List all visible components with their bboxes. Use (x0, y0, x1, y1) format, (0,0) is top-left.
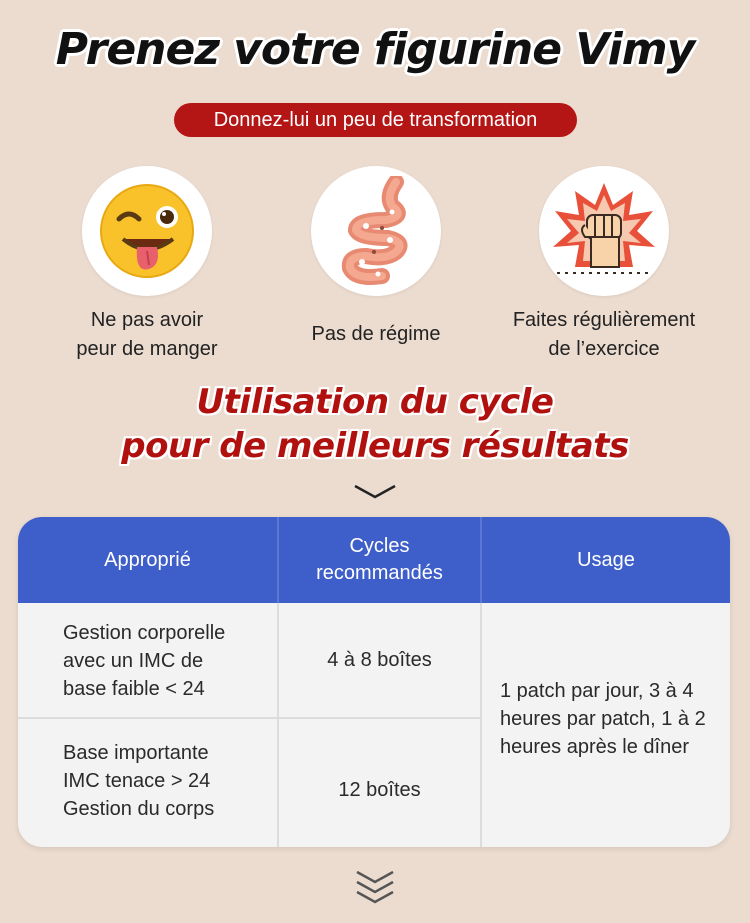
column-divider (480, 603, 482, 847)
feature-label: Pas de régime (311, 323, 441, 345)
feature-icon-circle (311, 166, 441, 296)
table-cell-cycles: 4 à 8 boîtes (327, 649, 432, 671)
raised-fist-icon (549, 181, 659, 281)
chevron-down-icon (353, 484, 397, 500)
intestine-icon (326, 176, 426, 286)
usage-table (18, 517, 730, 847)
table-cell-approprie: Base importante IMC tenace > 24 Gestion du corps (63, 742, 215, 820)
section-title-line1: Utilisation du cycle (196, 382, 554, 422)
feature-icon-circle (539, 166, 669, 296)
feature-label: Ne pas avoir peur de manger (76, 309, 218, 360)
col-header-approprie: Approprié (104, 548, 191, 571)
feature-icon-circle (82, 166, 212, 296)
feature-no-fear-eating (37, 166, 257, 364)
table-cell-usage: 1 patch par jour, 3 à 4 heures par patch, 1 à 2 heures après le dîner (500, 680, 706, 758)
page-title: Prenez votre figurine Vimy (55, 24, 695, 75)
table-cell-cycles: 12 boîtes (338, 779, 421, 801)
col-header-cycles: Cycles recommandés (316, 535, 443, 584)
col-header-usage: Usage (577, 548, 635, 571)
tagline-badge: Donnez-lui un peu de transformation (174, 103, 577, 137)
feature-no-diet (266, 166, 486, 349)
section-title-line2: pour de meilleurs résultats (121, 426, 629, 466)
double-chevron-down-icon (353, 868, 397, 908)
feature-label: Faites régulièrement de l’exercice (512, 309, 696, 360)
table-cell-approprie: Gestion corporelle avec un IMC de base faible < 24 (63, 622, 226, 700)
feature-exercise (494, 166, 714, 364)
section-title (0, 380, 750, 468)
tongue-out-emoji-icon (97, 181, 197, 281)
